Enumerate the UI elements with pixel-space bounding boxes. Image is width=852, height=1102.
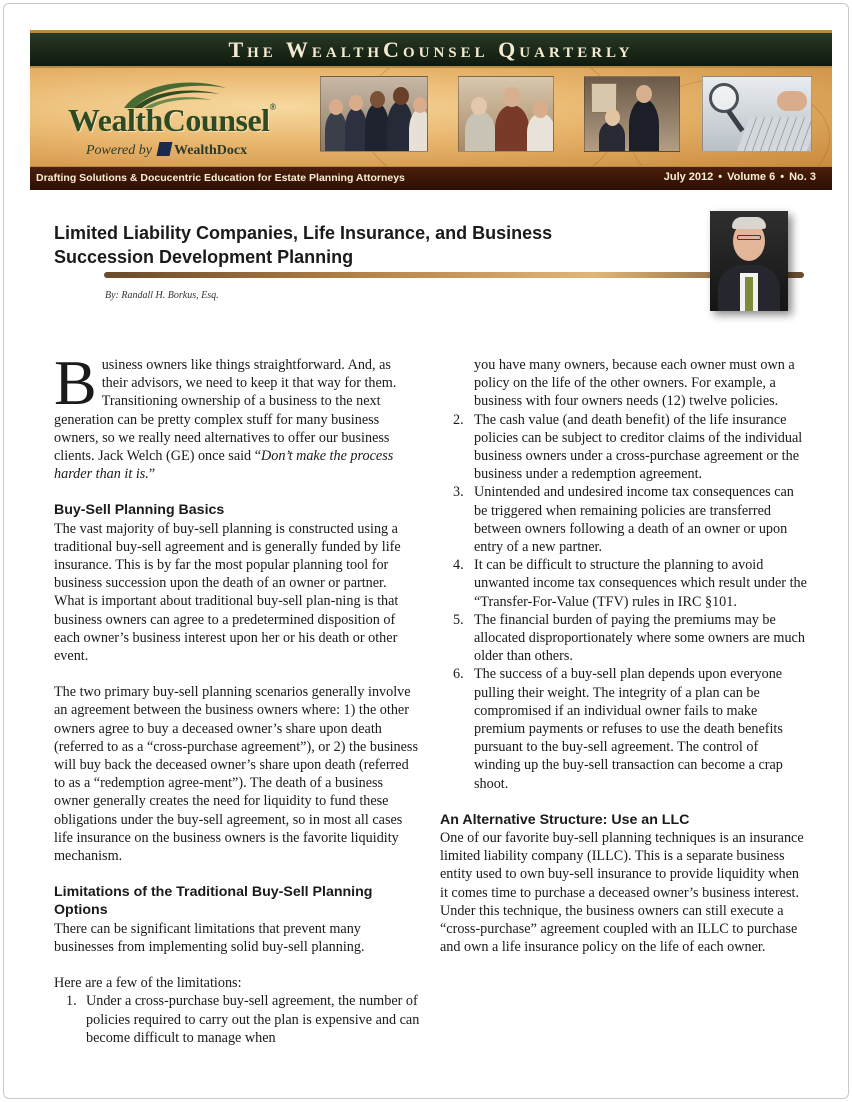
newsletter-page bbox=[3, 3, 849, 1099]
wealthdocx-icon bbox=[156, 142, 172, 156]
section-heading-limitations: Limitations of the Traditional Buy-Sell Planning Options bbox=[54, 884, 373, 919]
author-headshot bbox=[710, 211, 788, 311]
paragraph: There can be significant limitations that prevent many businesses from implementing solid buy-sell planning. bbox=[54, 920, 365, 955]
paragraph: The two primary buy-sell planning scenarios generally involve an agreement between the business owners where: 1) the other owners agree to buy a deceased owner’s share upon death (referred to as a “cross-purchase agreement”), or 2) the business will buy back the deceased owner’s share upon death (referred to as a “redemption agree-ment”). The death of a business owner generally creates the need for liquidity to fund these obligations under the buy-sell agreement, so in most all cases life insurance on the business owners is the favorite liquidity mechanism. bbox=[54, 684, 418, 865]
list-item: 1. Under a cross-purchase buy-sell agreement, the number of policies required to carry out the plan is expensive and can become difficult to manage when bbox=[66, 993, 420, 1046]
list-item: 6. The success of a buy-sell plan depends upon everyone pulling their weight. The integrity of a plan can be compromised if an individual owner fails to make premium payments or refuses to use the death benefits pursuant to the buy-sell agreement. The control of winding up the buy-sell transaction can become a crap shoot. bbox=[453, 666, 783, 792]
paragraph: Here are a few of the limitations: bbox=[54, 975, 242, 992]
issue-volume: Volume 6 bbox=[727, 171, 776, 183]
list-item-continued: you have many owners, because each owner must own a policy on the life of the other owners. For example, a business with four owners needs (12) twelve policies. bbox=[474, 357, 795, 410]
list-item: 2. The cash value (and death benefit) of the life insurance policies can be subject to creditor claims of the individual business owners under a cross-purchase agreement or the business under a redemption agreement. bbox=[453, 411, 803, 483]
right-column bbox=[440, 356, 808, 957]
list-item: 5. The financial burden of paying the premiums may be allocated disproportionately where some owners are much older than others. bbox=[453, 611, 805, 665]
byline: By: Randall H. Borkus, Esq. bbox=[105, 290, 219, 301]
wealthcounsel-logo bbox=[68, 74, 288, 164]
publication-title: The WealthCounsel Quarterly bbox=[30, 30, 832, 68]
photo-keyboard bbox=[702, 76, 812, 152]
article-title: Limited Liability Companies, Life Insurance, and Business Succession Development Planning bbox=[54, 223, 553, 267]
issue-info: July 2012 • Volume 6 • No. 3 bbox=[663, 171, 816, 183]
issue-date: July 2012 bbox=[663, 171, 714, 183]
photo-meeting bbox=[458, 76, 554, 152]
tagline: Drafting Solutions & Docucentric Education for Estate Planning Attorneys bbox=[36, 172, 405, 184]
drop-cap: B bbox=[54, 347, 97, 418]
left-column bbox=[54, 347, 420, 1047]
banner bbox=[30, 68, 832, 166]
paragraph: The vast majority of buy-sell planning is constructed using a traditional buy-sell agreement and is generally funded by life insurance. This is by far the most popular planning tool for business succession upon the death of an owner or partner. What is important about traditional buy-sell plan-ning is that business owners can agree to a predetermined disposition of each owner’s business interest upon her or his death or other event. bbox=[54, 520, 401, 665]
title-divider bbox=[104, 272, 804, 278]
masthead bbox=[30, 30, 832, 190]
issue-number: No. 3 bbox=[789, 171, 816, 183]
photo-team bbox=[320, 76, 428, 152]
limitations-list-continued bbox=[440, 411, 808, 793]
list-item: 4. It can be difficult to structure the planning to avoid unwanted income tax consequences which result under the “Transfer-For-Value (TFV) rules in IRC §101. bbox=[453, 557, 807, 610]
limitations-list bbox=[54, 992, 420, 1047]
intro-paragraph: Business owners like things straightforward. And, as their advisors, we need to keep it that way for them. Transitioning ownership of a business to the next generation can be pretty complex stuff for many business owners, so we really need alternatives to offer our business clients. Jack Welch (GE) once said “Don’t make the process harder than it is.” bbox=[54, 347, 397, 483]
paragraph: One of our favorite buy-sell planning techniques is an insurance limited liability company (ILLC). This is a separate business entity used to own buy-sell insurance to provide liquidity when it comes time to purchase a deceased owner’s business interest. Under this technique, the business owners can still execute a “cross-purchase” agreement coupled with an ILLC to purchase and own a life insurance policy on the life of each owner. bbox=[440, 830, 804, 956]
section-heading-buy-sell-basics: Buy-Sell Planning Basics bbox=[54, 502, 225, 519]
section-heading-alternative-llc: An Alternative Structure: Use an LLC bbox=[440, 811, 690, 828]
tagline-bar bbox=[30, 166, 832, 190]
list-item: 3. Unintended and undesired income tax consequences can be triggered when remaining policies are transferred between owners following a death of an owner or upon entry of a new partner. bbox=[453, 484, 794, 556]
powered-by: Powered by WealthDocx bbox=[86, 143, 248, 158]
photo-office bbox=[584, 76, 680, 152]
logo-wordmark: WealthCounsel® bbox=[68, 102, 276, 138]
